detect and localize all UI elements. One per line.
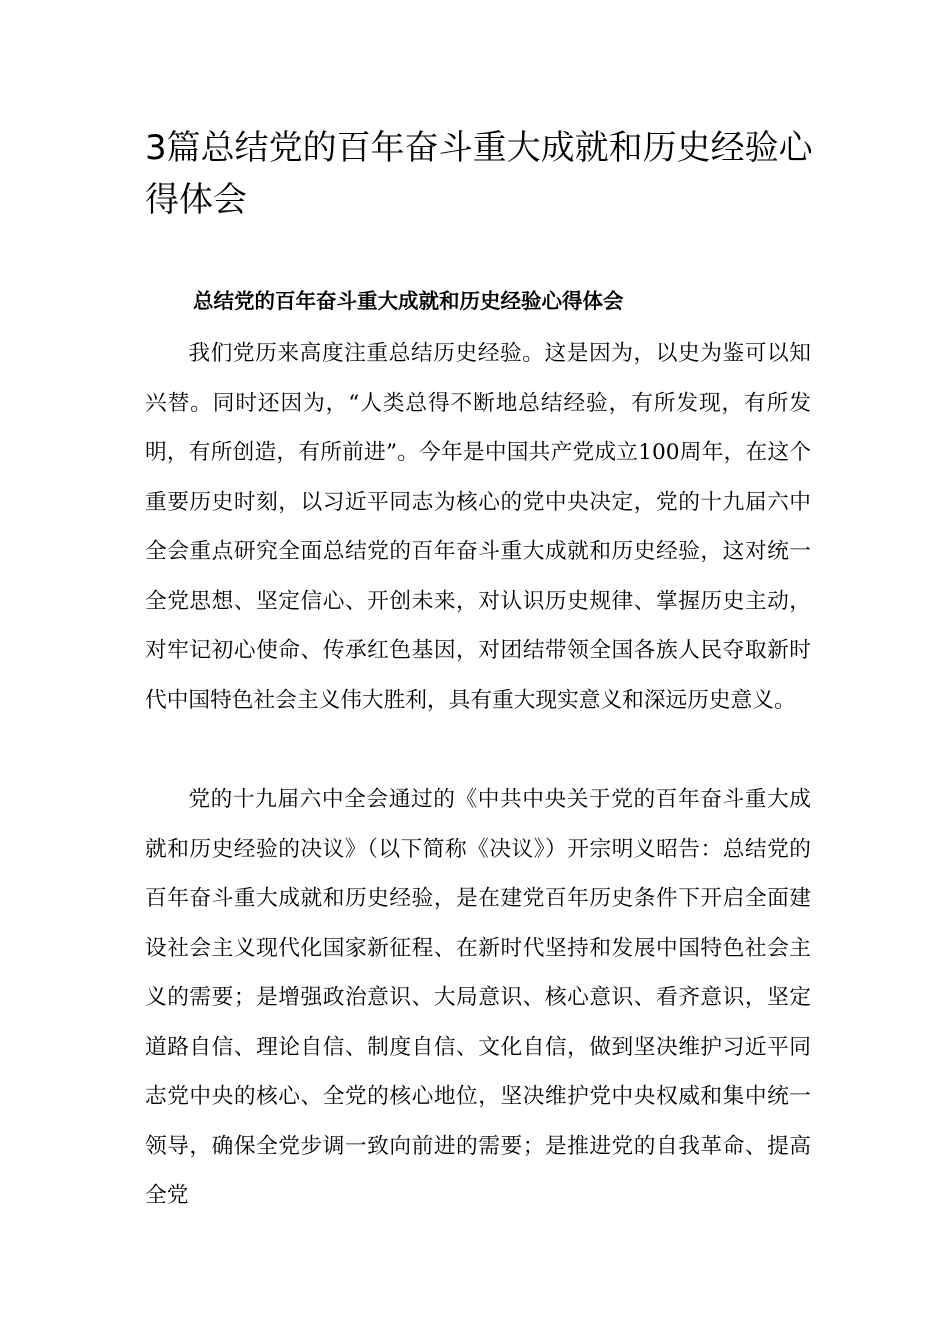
body-paragraph-1: 我们党历来高度注重总结历史经验。这是因为，以史为鉴可以知兴替。同时还因为，“人类总得不断地总结经验，有所发现，有所发明，有所创造，有所前进”。今年是中国共产党成立100周年，在这个重要历史时刻，以习近平同志为核心的党中央决定，党的十九届六中全会重点研究全面总结党的百年奋斗重大成就和历史经验，这对统一全党思想、坚定信心、开创未来，对认识历史规律、掌握历史主动，对牢记初心使命、传承红色基因，对团结带领全国各族人民夺取新时代中国特色社会主义伟大胜利，具有重大现实意义和深远历史意义。 bbox=[145, 341, 811, 713]
document-title: 3篇总结党的百年奋斗重大成就和历史经验心得体会 bbox=[145, 128, 813, 220]
section-heading: 总结党的百年奋斗重大成就和历史经验心得体会 bbox=[193, 289, 624, 313]
body-paragraph-2: 党的十九届六中全会通过的《中共中央关于党的百年奋斗重大成就和历史经验的决议》（以下简称《决议》）开宗明义昭告：总结党的百年奋斗重大成就和历史经验，是在建党百年历史条件下开启全面建设社会主义现代化国家新征程、在新时代坚持和发展中国特色社会主义的需要；是增强政治意识、大局意识、核心意识、看齐意识，坚定道路自信、理论自信、制度自信、文化自信，做到坚决维护习近平同志党中央的核心、全党的核心地位，坚决维护党中央权威和集中统一领导，确保全党步调一致向前进的需要；是推进党的自我革命、提高全党 bbox=[145, 787, 811, 1208]
